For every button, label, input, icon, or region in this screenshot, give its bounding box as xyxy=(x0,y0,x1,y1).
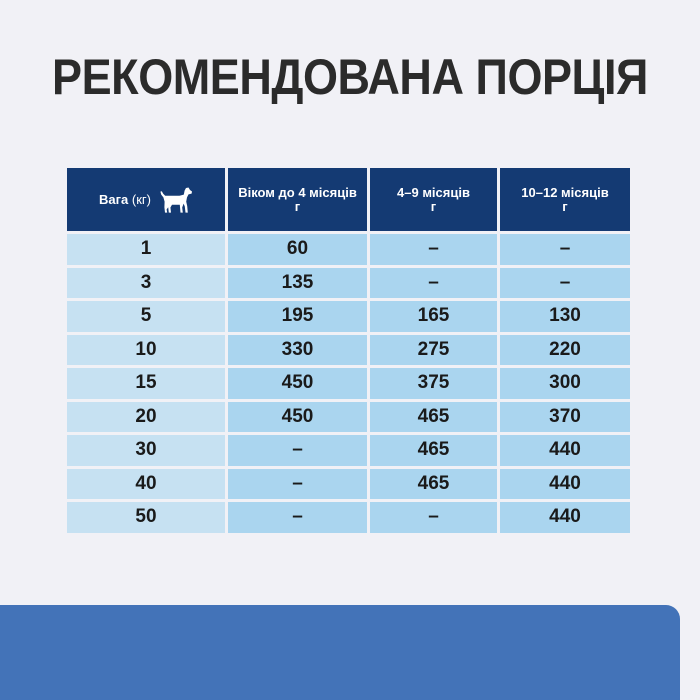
table-header-row xyxy=(67,168,630,231)
portion-cell: 275 xyxy=(370,335,497,366)
weight-cell: 10 xyxy=(67,335,225,366)
table-body xyxy=(67,234,630,533)
portion-cell: 130 xyxy=(500,301,630,332)
header-age-to-4-months xyxy=(228,168,367,231)
header-col3-unit: г xyxy=(562,198,568,214)
weight-cell: 15 xyxy=(67,368,225,399)
table-row xyxy=(67,368,630,399)
header-col1-unit: г xyxy=(294,198,301,214)
portion-cell: – xyxy=(370,268,497,299)
portion-cell: – xyxy=(370,234,497,265)
table-row xyxy=(67,402,630,433)
weight-cell: 50 xyxy=(67,502,225,533)
header-4-9-months xyxy=(370,168,497,231)
portion-cell: – xyxy=(500,234,630,265)
table-row xyxy=(67,234,630,265)
header-col3-label: 10–12 місяців xyxy=(521,184,609,200)
portion-cell: 440 xyxy=(500,502,630,533)
portion-table-container xyxy=(67,168,627,533)
portion-cell: – xyxy=(370,502,497,533)
portion-cell: – xyxy=(500,268,630,299)
portion-cell: 440 xyxy=(500,435,630,466)
portion-cell: 375 xyxy=(370,368,497,399)
portion-cell: – xyxy=(228,435,367,466)
portion-cell: 60 xyxy=(228,234,367,265)
table-row xyxy=(67,268,630,299)
portion-cell: 135 xyxy=(228,268,367,299)
page-title: РЕКОМЕНДОВАНА ПОРЦІЯ xyxy=(52,49,648,105)
footer-band xyxy=(0,605,680,700)
portion-cell: 195 xyxy=(228,301,367,332)
portion-cell: 465 xyxy=(370,402,497,433)
portion-cell: 440 xyxy=(500,469,630,500)
table-row xyxy=(67,502,630,533)
portion-cell: 450 xyxy=(228,368,367,399)
header-weight-label: Вага xyxy=(99,191,129,207)
header-weight-unit: (кг) xyxy=(131,191,151,207)
portion-table xyxy=(64,165,633,536)
dog-icon xyxy=(159,185,193,215)
header-col1-label: Віком до 4 місяців xyxy=(238,184,357,200)
weight-cell: 3 xyxy=(67,268,225,299)
weight-cell: 20 xyxy=(67,402,225,433)
portion-cell: 165 xyxy=(370,301,497,332)
header-weight xyxy=(67,168,225,231)
weight-cell: 30 xyxy=(67,435,225,466)
weight-cell: 5 xyxy=(67,301,225,332)
header-col2-label: 4–9 місяців xyxy=(397,184,470,200)
table-row xyxy=(67,435,630,466)
portion-cell: 220 xyxy=(500,335,630,366)
portion-cell: 465 xyxy=(370,435,497,466)
portion-cell: – xyxy=(228,502,367,533)
portion-cell: 465 xyxy=(370,469,497,500)
portion-cell: 450 xyxy=(228,402,367,433)
table-row xyxy=(67,469,630,500)
weight-cell: 40 xyxy=(67,469,225,500)
portion-cell: 330 xyxy=(228,335,367,366)
portion-cell: – xyxy=(228,469,367,500)
portion-cell: 370 xyxy=(500,402,630,433)
table-row xyxy=(67,301,630,332)
portion-cell: 300 xyxy=(500,368,630,399)
header-10-12-months xyxy=(500,168,630,231)
table-row xyxy=(67,335,630,366)
header-col2-unit: г xyxy=(430,198,437,214)
weight-cell: 1 xyxy=(67,234,225,265)
